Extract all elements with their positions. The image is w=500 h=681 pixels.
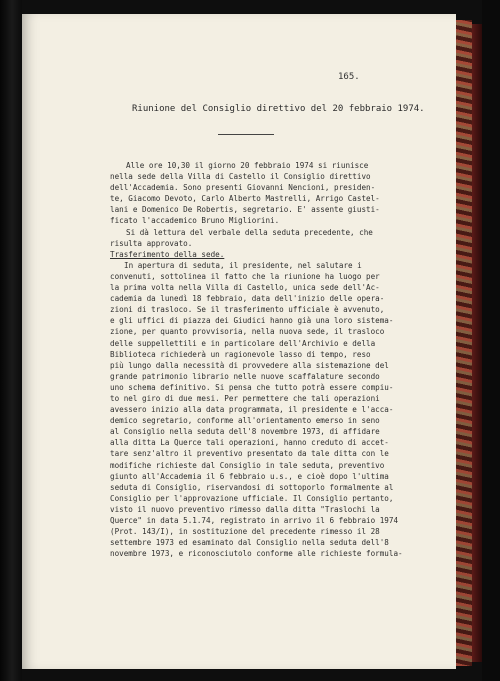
text-line: e gli uffici di piazza dei Giudici hanno già una loro sistema- (110, 316, 394, 326)
text-line: la prima volta nella Villa di Castello, unica sede dell'Ac- (110, 283, 380, 293)
text-line: delle suppellettili e in particolare dell'Archivio e della (110, 338, 376, 348)
background-right (482, 0, 500, 681)
text-line: zioni di trasloco. Se il trasferimento ufficiale è avvenuto, (110, 305, 385, 315)
page-title: Riunione del Consiglio direttivo del 20 febbraio 1974. (132, 104, 425, 114)
text-line: zione, per quanto provvisoria, nella nuova sede, il trasloco (110, 327, 385, 337)
text-line: più lungo dalla necessità di provvedere alla sistemazione del (110, 360, 389, 370)
book-cover-edge (472, 24, 482, 662)
text-line: al Consiglio nella seduta dell'8 novembre 1973, di affidare (110, 427, 380, 437)
text-line: te, Giacomo Devoto, Carlo Alberto Mastrelli, Arrigo Castel- (110, 194, 380, 204)
text-line: demico segretario, conforme all'orientamento emerso in seno (110, 416, 380, 426)
text-line: giunto all'Accademia il 6 febbraio u.s., e cioè dopo l'ultima (110, 471, 389, 481)
text-line: seduta di Consiglio, riservandosi di sottoporlo formalmente al (110, 482, 394, 492)
page-number: 165. (338, 72, 360, 82)
text-line: convenuti, sottolinea il fatto che la riunione ha luogo per (110, 271, 380, 281)
text-line: In apertura di seduta, il presidente, nel salutare i (124, 260, 362, 270)
text-line: Biblioteca richiederà un ragionevole lasso di tempo, reso (110, 349, 371, 359)
text-line: Alle ore 10,30 il giorno 20 febbraio 1974 si riunisce (126, 161, 369, 170)
section-heading: Trasferimento della sede. (110, 249, 225, 259)
text-line: (Prot. 143/I), in sostituzione del precedente rimesso il 28 (110, 527, 380, 537)
text-line: visto il nuovo preventivo rimesso dalla ditta "Traslochi la (110, 504, 380, 514)
text-line: grande patrimonio librario nelle nuove scaffalature secondo (110, 371, 380, 381)
text-line: nella sede della Villa di Castello il Consiglio direttivo (110, 172, 371, 182)
text-line: avessero inizio alla data programmata, il presidente e l'acca- (110, 405, 394, 415)
text-line: tare senz'altro il preventivo presentato da tale ditta con le (110, 449, 389, 459)
text-line: modifiche richieste dal Consiglio in tale seduta, preventivo (110, 460, 385, 470)
text-line: Querce" in data 5.1.74, registrato in arrivo il 6 febbraio 1974 (110, 516, 399, 525)
text-line: lani e Domenico De Robertis, segretario. E' assente giusti- (110, 205, 380, 215)
text-line: cademia da lunedì 18 febbraio, data dell'inizio delle opera- (110, 294, 385, 304)
text-line: risulta approvato. (110, 238, 193, 248)
text-line: dell'Accademia. Sono presenti Giovanni Nencioni, presiden- (110, 183, 376, 193)
text-line: alla ditta La Querce tali operazioni, hanno creduto di accet- (110, 438, 389, 448)
text-line: Si dà lettura del verbale della seduta precedente, che (126, 227, 373, 237)
text-line: uno schema definitivo. Si pensa che tutto potrà essere compiu- (110, 382, 394, 392)
book-binding-gutter (0, 0, 22, 681)
text-line: to nel giro di due mesi. Per permettere che tali operazioni (110, 393, 380, 403)
text-line: ficato l'accademico Bruno Migliorini. (110, 216, 280, 226)
text-line: novembre 1973, e riconosciutolo conforme alle richieste formula- (110, 549, 403, 559)
text-line: settembre 1973 ed esaminato dal Consiglio nella seduta dell'8 (110, 538, 389, 548)
text-line: Consiglio per l'approvazione ufficiale. Il Consiglio pertanto, (110, 493, 394, 503)
minutes-body (110, 160, 403, 559)
marbled-page-edge (456, 20, 472, 666)
title-divider (218, 134, 274, 135)
